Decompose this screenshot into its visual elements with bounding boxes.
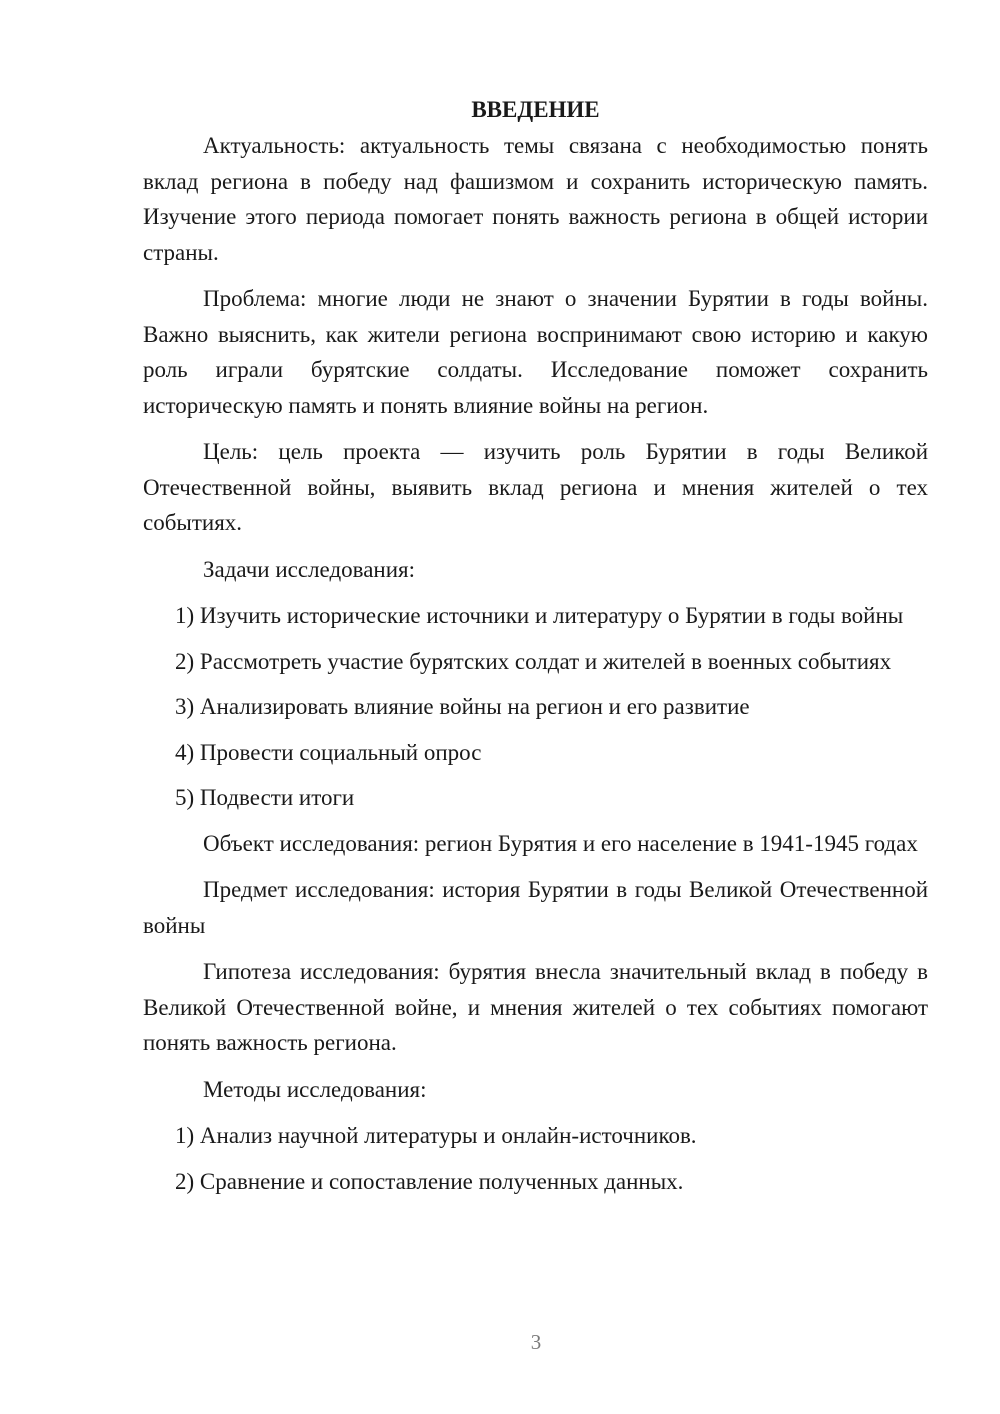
subject-paragraph: Предмет исследования: история Бурятии в годы Великой Отечественной войны [143, 877, 928, 938]
tasks-heading: Задачи исследования: [203, 556, 416, 582]
task-item: 2) Рассмотреть участие бурятских солдат и жителей в военных событиях [175, 648, 892, 674]
task-item: 3) Анализировать влияние войны на регион и его развитие [175, 694, 750, 719]
method-item: 1) Анализ научной литературы и онлайн-источников. [175, 1123, 697, 1148]
methods-heading: Методы исследования: [203, 1076, 427, 1102]
page-heading: ВВЕДЕНИЕ [471, 97, 600, 122]
task-item: 1) Изучить исторические источники и литературу о Бурятии в годы войны [175, 603, 904, 628]
task-item: 5) Подвести итоги [175, 785, 355, 810]
page-number: 3 [530, 1330, 542, 1354]
problem-paragraph: Проблема: многие люди не знают о значении Бурятии в годы войны. Важно выяснить, как жители региона воспринимают свою историю и какую роль играли бурятские солдаты. Исследование поможет сохранить историческую память и понять влияние войны на регион. [143, 286, 928, 418]
object-paragraph: Объект исследования: регион Бурятия и его население в 1941-1945 годах [203, 830, 918, 856]
method-item: 2) Сравнение и сопоставление полученных данных. [175, 1168, 684, 1194]
document-page [143, 92, 928, 1209]
goal-paragraph: Цель: цель проекта — изучить роль Бурятии в годы Великой Отечественной войны, выявить вклад региона и мнения жителей о тех событиях. [143, 439, 928, 535]
task-item: 4) Провести социальный опрос [175, 739, 482, 765]
relevance-paragraph: Актуальность: актуальность темы связана с необходимостью понять вклад региона в победу над фашизмом и сохранить историческую память. Изучение этого периода помогает понять важность региона в общей истории страны. [143, 133, 928, 265]
hypothesis-paragraph: Гипотеза исследования: бурятия внесла значительный вклад в победу в Великой Отечественной войне, и мнения жителей о тех событиях помогают понять важность региона. [143, 959, 928, 1055]
